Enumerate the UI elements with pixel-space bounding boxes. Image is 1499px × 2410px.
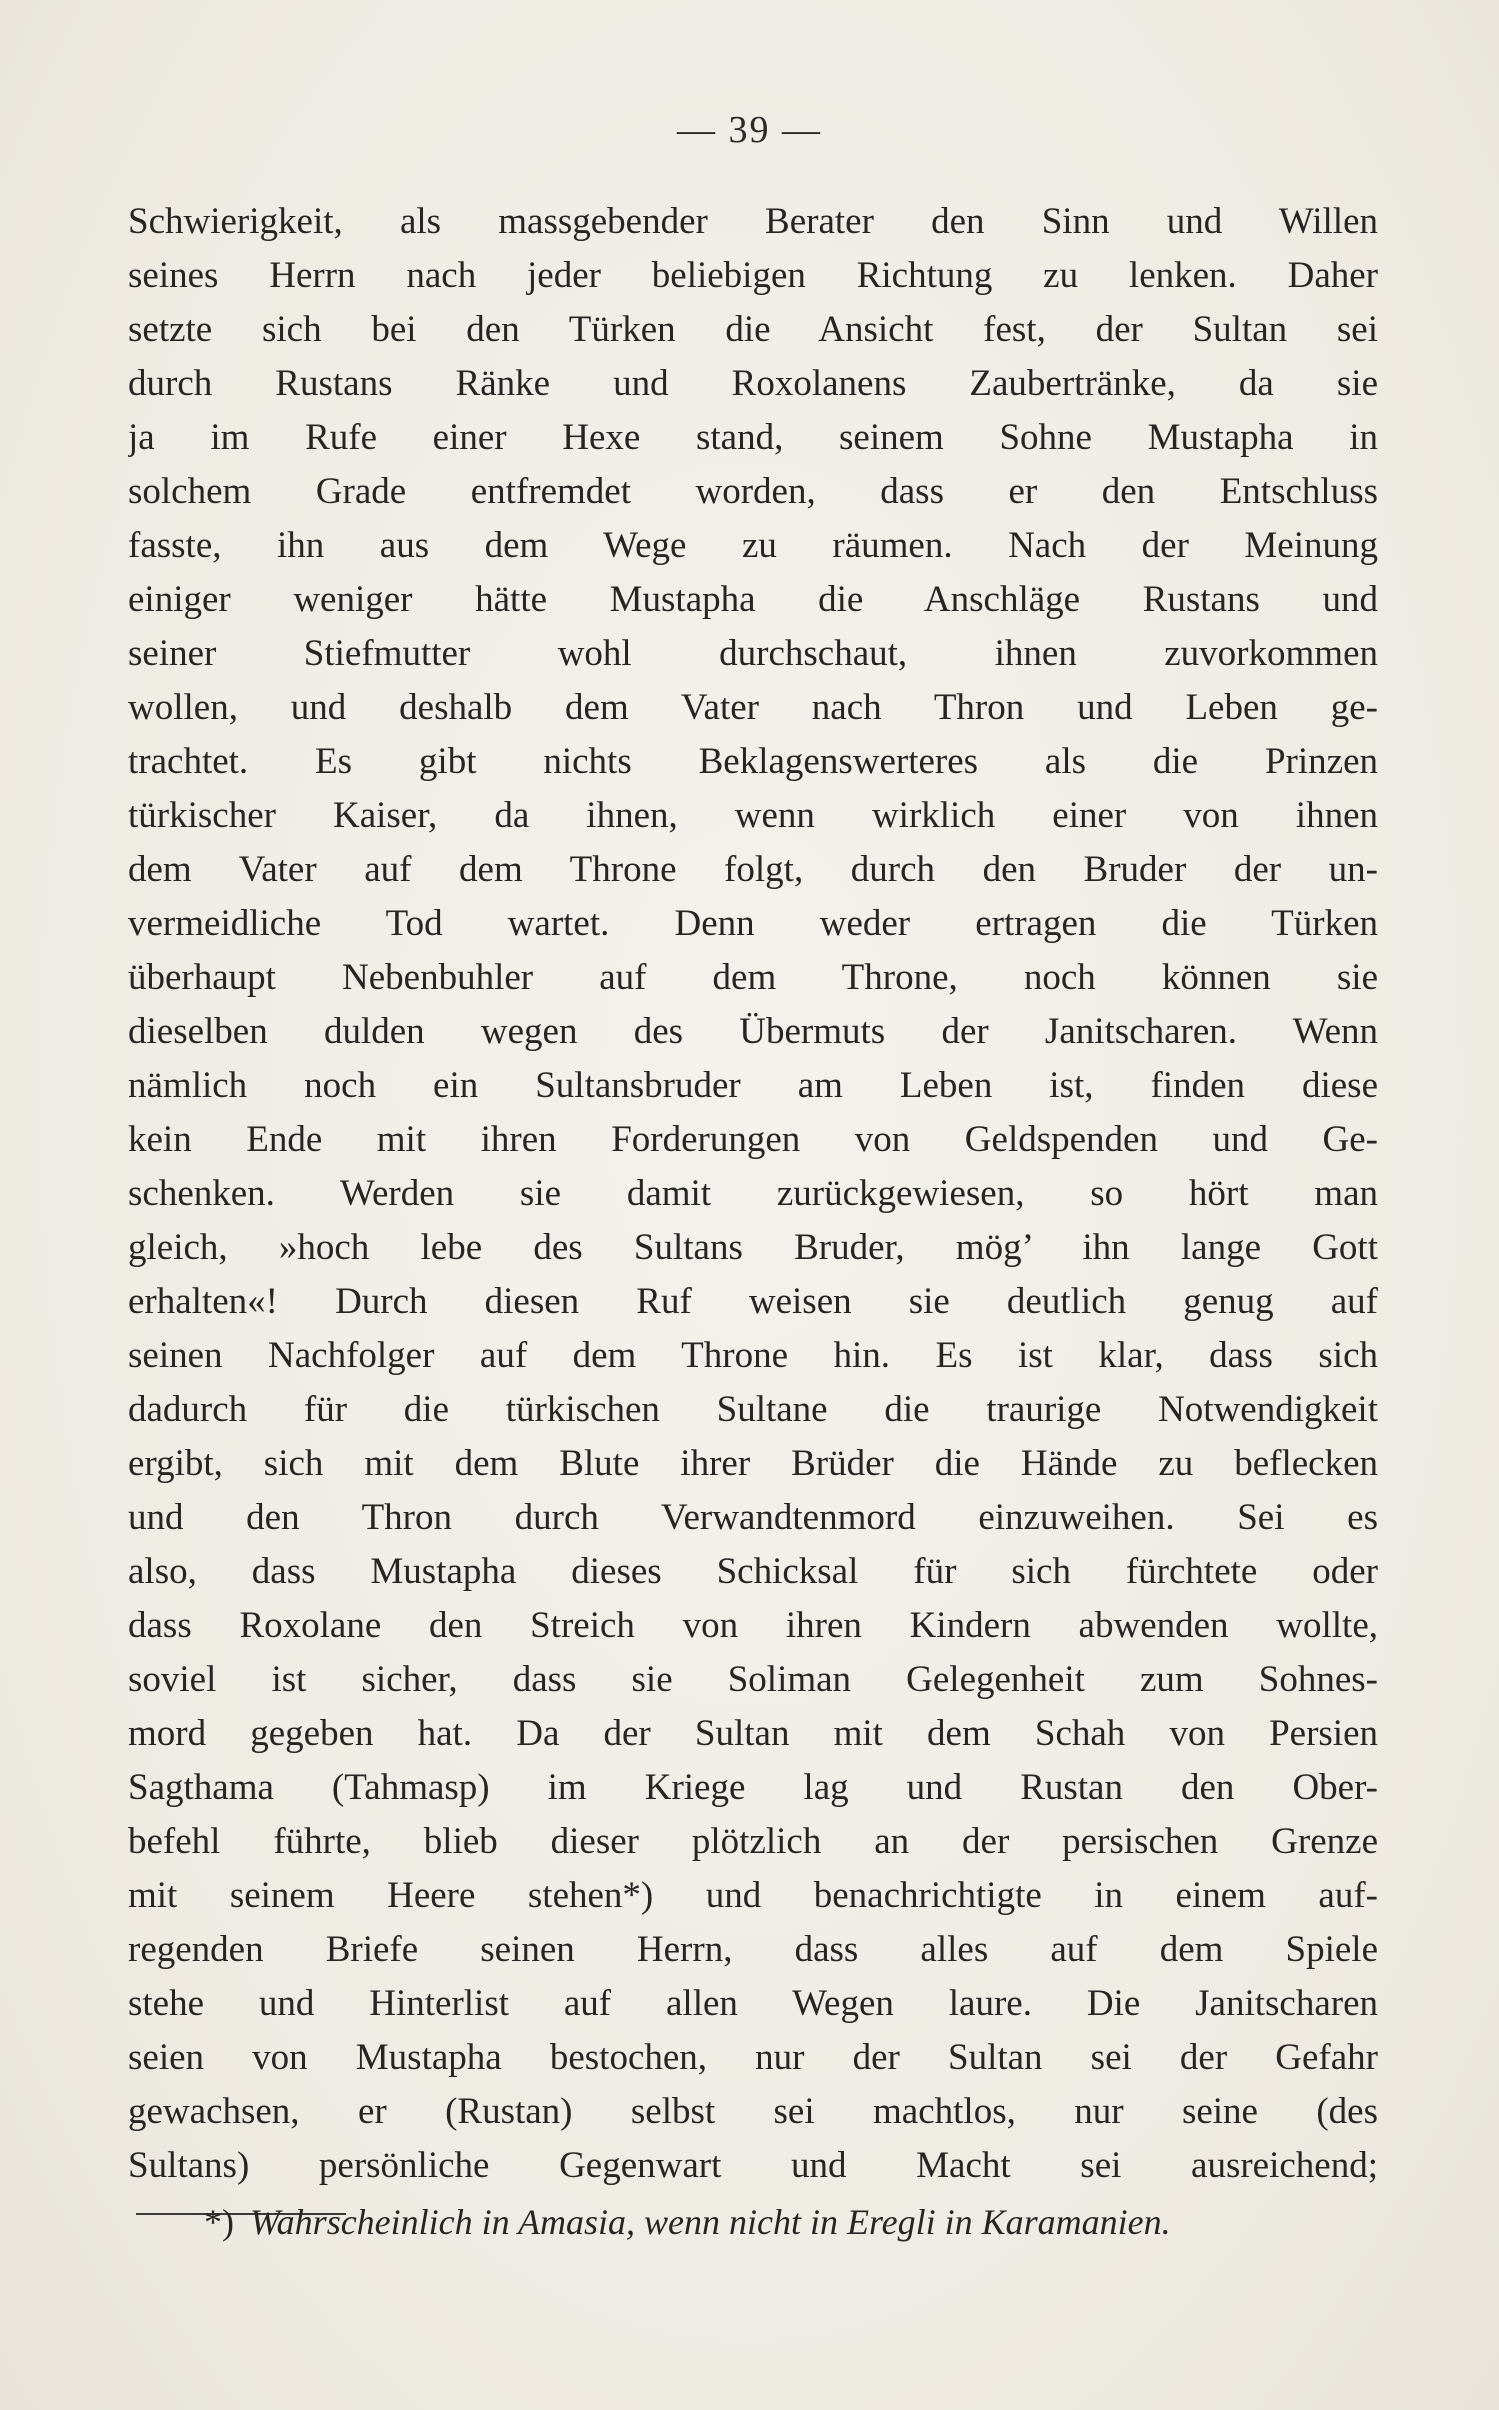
text-line: Sagthama (Tahmasp) im Kriege lag und Rustan den Ober- (128, 1767, 1378, 1808)
text-line: dem Vater auf dem Throne folgt, durch den Bruder der un- (128, 849, 1378, 890)
text-line: nämlich noch ein Sultansbruder am Leben ist, finden diese (128, 1065, 1378, 1106)
text-line: überhaupt Nebenbuhler auf dem Throne, noch können sie (128, 957, 1378, 998)
text-line: schenken. Werden sie damit zurückgewiesen, so hört man (128, 1173, 1378, 1214)
page-number: — 39 — (677, 109, 822, 151)
text-line: fasste, ihn aus dem Wege zu räumen. Nach der Meinung (128, 525, 1378, 566)
text-line: solchem Grade entfremdet worden, dass er den Entschluss (128, 471, 1378, 512)
text-line: seien von Mustapha bestochen, nur der Sultan sei der Gefahr (128, 2037, 1378, 2078)
text-line: setzte sich bei den Türken die Ansicht fest, der Sultan sei (128, 309, 1378, 350)
text-line: trachtet. Es gibt nichts Beklagenswerteres als die Prinzen (128, 741, 1378, 782)
text-line: und den Thron durch Verwandtenmord einzuweihen. Sei es (128, 1497, 1378, 1538)
text-line: dadurch für die türkischen Sultane die traurige Notwendigkeit (128, 1389, 1378, 1430)
text-line: mit seinem Heere stehen*) und benachrichtigte in einem auf- (128, 1875, 1378, 1916)
text-line: erhalten«! Durch diesen Ruf weisen sie deutlich genug auf (128, 1281, 1378, 1322)
text-line: mord gegeben hat. Da der Sultan mit dem Schah von Persien (128, 1713, 1378, 1754)
text-line: seiner Stiefmutter wohl durchschaut, ihnen zuvorkommen (128, 633, 1378, 674)
text-line: befehl führte, blieb dieser plötzlich an der persischen Grenze (128, 1821, 1378, 1862)
footnote-text: Wahrscheinlich in Amasia, wenn nicht in Eregli in Karamanien. (250, 2202, 1171, 2242)
text-line: vermeidliche Tod wartet. Denn weder ertragen die Türken (128, 903, 1378, 944)
footnote-marker: *) (204, 2202, 234, 2242)
text-line: wollen, und deshalb dem Vater nach Thron und Leben ge- (128, 687, 1378, 728)
text-line: stehe und Hinterlist auf allen Wegen laure. Die Janitscharen (128, 1983, 1378, 2024)
text-line: türkischer Kaiser, da ihnen, wenn wirklich einer von ihnen (128, 795, 1378, 836)
text-line: kein Ende mit ihren Forderungen von Geldspenden und Ge- (128, 1119, 1378, 1160)
text-line: soviel ist sicher, dass sie Soliman Gelegenheit zum Sohnes- (128, 1659, 1378, 1700)
text-line: also, dass Mustapha dieses Schicksal für sich fürchtete oder (128, 1551, 1378, 1592)
text-line: dieselben dulden wegen des Übermuts der Janitscharen. Wenn (128, 1011, 1378, 1052)
text-line: einiger weniger hätte Mustapha die Anschläge Rustans und (128, 579, 1378, 620)
text-line: ergibt, sich mit dem Blute ihrer Brüder die Hände zu beflecken (128, 1443, 1378, 1484)
text-line: regenden Briefe seinen Herrn, dass alles auf dem Spiele (128, 1929, 1378, 1970)
text-line: ja im Rufe einer Hexe stand, seinem Sohne Mustapha in (128, 417, 1378, 458)
text-line: dass Roxolane den Streich von ihren Kindern abwenden wollte, (128, 1605, 1378, 1646)
text-line: seinen Nachfolger auf dem Throne hin. Es ist klar, dass sich (128, 1335, 1378, 1376)
text-line: Schwierigkeit, als massgebender Berater den Sinn und Willen (128, 201, 1378, 242)
text-line: durch Rustans Ränke und Roxolanens Zaubertränke, da sie (128, 363, 1378, 404)
body-text (128, 195, 1378, 2193)
text-line: Sultans) persönliche Gegenwart und Macht sei ausreichend; (128, 2145, 1378, 2186)
text-line: gewachsen, er (Rustan) selbst sei machtlos, nur seine (des (128, 2091, 1378, 2132)
text-line: gleich, »hoch lebe des Sultans Bruder, mög’ ihn lange Gott (128, 1227, 1378, 1268)
text-line: seines Herrn nach jeder beliebigen Richtung zu lenken. Daher (128, 255, 1378, 296)
footnote (204, 2192, 1384, 2252)
